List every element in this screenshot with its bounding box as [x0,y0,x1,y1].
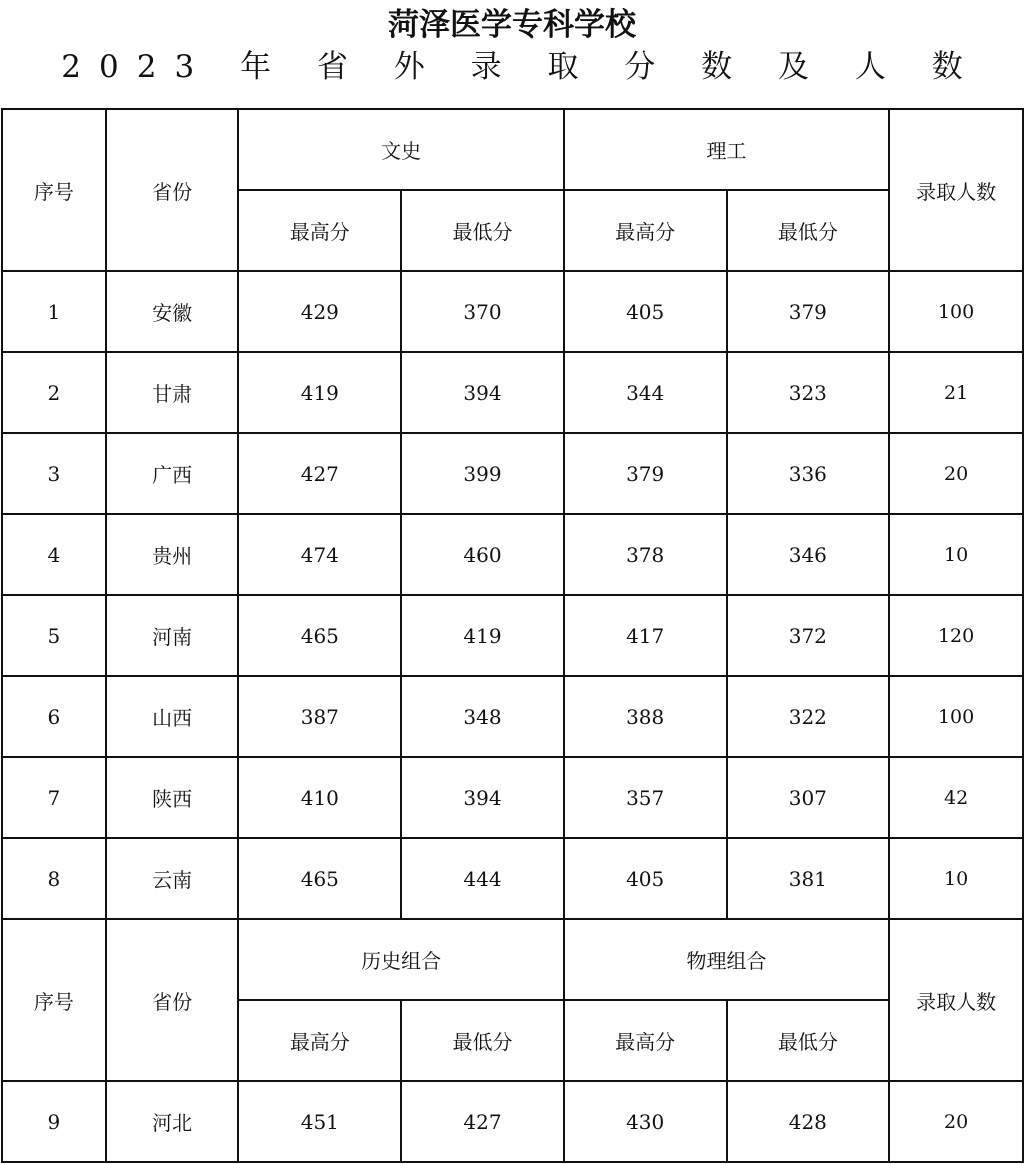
cell-seq: 6 [2,676,106,757]
cell-province: 陕西 [106,757,239,838]
cell-b-min: 336 [727,433,890,514]
cell-a-min: 394 [401,757,564,838]
cell-a-max: 419 [238,352,401,433]
cell-b-min: 323 [727,352,890,433]
cell-a-min: 399 [401,433,564,514]
header-a-min: 最低分 [401,190,564,271]
cell-b-max: 417 [564,595,727,676]
cell-a-max: 387 [238,676,401,757]
header-b-max: 最高分 [564,1000,727,1081]
cell-count: 42 [889,757,1023,838]
header-group-b: 物理组合 [564,919,889,1000]
header-b-max: 最高分 [564,190,727,271]
cell-b-min: 381 [727,838,890,919]
cell-a-max: 451 [238,1081,401,1162]
header-row-2 [2,919,1023,1000]
cell-a-max: 429 [238,271,401,352]
cell-b-min: 322 [727,676,890,757]
cell-seq: 8 [2,838,106,919]
cell-count: 100 [889,676,1023,757]
cell-a-min: 427 [401,1081,564,1162]
cell-b-max: 344 [564,352,727,433]
cell-b-max: 405 [564,838,727,919]
cell-b-min: 428 [727,1081,890,1162]
cell-a-min: 419 [401,595,564,676]
cell-a-min: 370 [401,271,564,352]
table-row [2,271,1023,352]
cell-province: 安徽 [106,271,239,352]
header-province: 省份 [106,109,239,271]
header-group-a: 文史 [238,109,563,190]
header-province: 省份 [106,919,239,1081]
cell-b-min: 346 [727,514,890,595]
cell-b-min: 372 [727,595,890,676]
table-row [2,514,1023,595]
cell-a-max: 465 [238,838,401,919]
header-b-min: 最低分 [727,1000,890,1081]
cell-a-max: 474 [238,514,401,595]
table-row [2,676,1023,757]
header-group-b: 理工 [564,109,889,190]
cell-seq: 3 [2,433,106,514]
cell-b-min: 379 [727,271,890,352]
cell-b-max: 405 [564,271,727,352]
cell-province: 贵州 [106,514,239,595]
cell-a-max: 427 [238,433,401,514]
header-count: 录取人数 [889,919,1023,1081]
header-row [2,109,1023,190]
cell-a-min: 348 [401,676,564,757]
cell-b-max: 430 [564,1081,727,1162]
header-b-min: 最低分 [727,190,890,271]
admission-table [1,108,1024,1163]
header-a-max: 最高分 [238,190,401,271]
cell-province: 甘肃 [106,352,239,433]
cell-province: 云南 [106,838,239,919]
cell-a-min: 460 [401,514,564,595]
table-row [2,433,1023,514]
cell-seq: 5 [2,595,106,676]
document-subtitle: 2023 年 省 外 录 取 分 数 及 人 数 [61,49,981,85]
cell-count: 10 [889,514,1023,595]
cell-a-min: 444 [401,838,564,919]
cell-seq: 2 [2,352,106,433]
cell-seq: 1 [2,271,106,352]
table-row [2,838,1023,919]
cell-count: 120 [889,595,1023,676]
cell-province: 河南 [106,595,239,676]
cell-b-min: 307 [727,757,890,838]
cell-province: 广西 [106,433,239,514]
header-a-min: 最低分 [401,1000,564,1081]
cell-seq: 7 [2,757,106,838]
cell-count: 100 [889,271,1023,352]
cell-b-max: 388 [564,676,727,757]
cell-province: 山西 [106,676,239,757]
cell-count: 20 [889,433,1023,514]
header-seq: 序号 [2,109,106,271]
table-row [2,1081,1023,1162]
cell-province: 河北 [106,1081,239,1162]
header-seq: 序号 [2,919,106,1081]
cell-b-max: 379 [564,433,727,514]
cell-count: 20 [889,1081,1023,1162]
table-row [2,757,1023,838]
header-count: 录取人数 [889,109,1023,271]
cell-b-max: 378 [564,514,727,595]
header-a-max: 最高分 [238,1000,401,1081]
header-group-a: 历史组合 [238,919,563,1000]
cell-count: 10 [889,838,1023,919]
cell-a-max: 465 [238,595,401,676]
cell-seq: 4 [2,514,106,595]
cell-seq: 9 [2,1081,106,1162]
document-title: 菏泽医学专科学校 [388,7,636,43]
table-row [2,595,1023,676]
cell-a-min: 394 [401,352,564,433]
cell-count: 21 [889,352,1023,433]
cell-b-max: 357 [564,757,727,838]
cell-a-max: 410 [238,757,401,838]
table-row [2,352,1023,433]
